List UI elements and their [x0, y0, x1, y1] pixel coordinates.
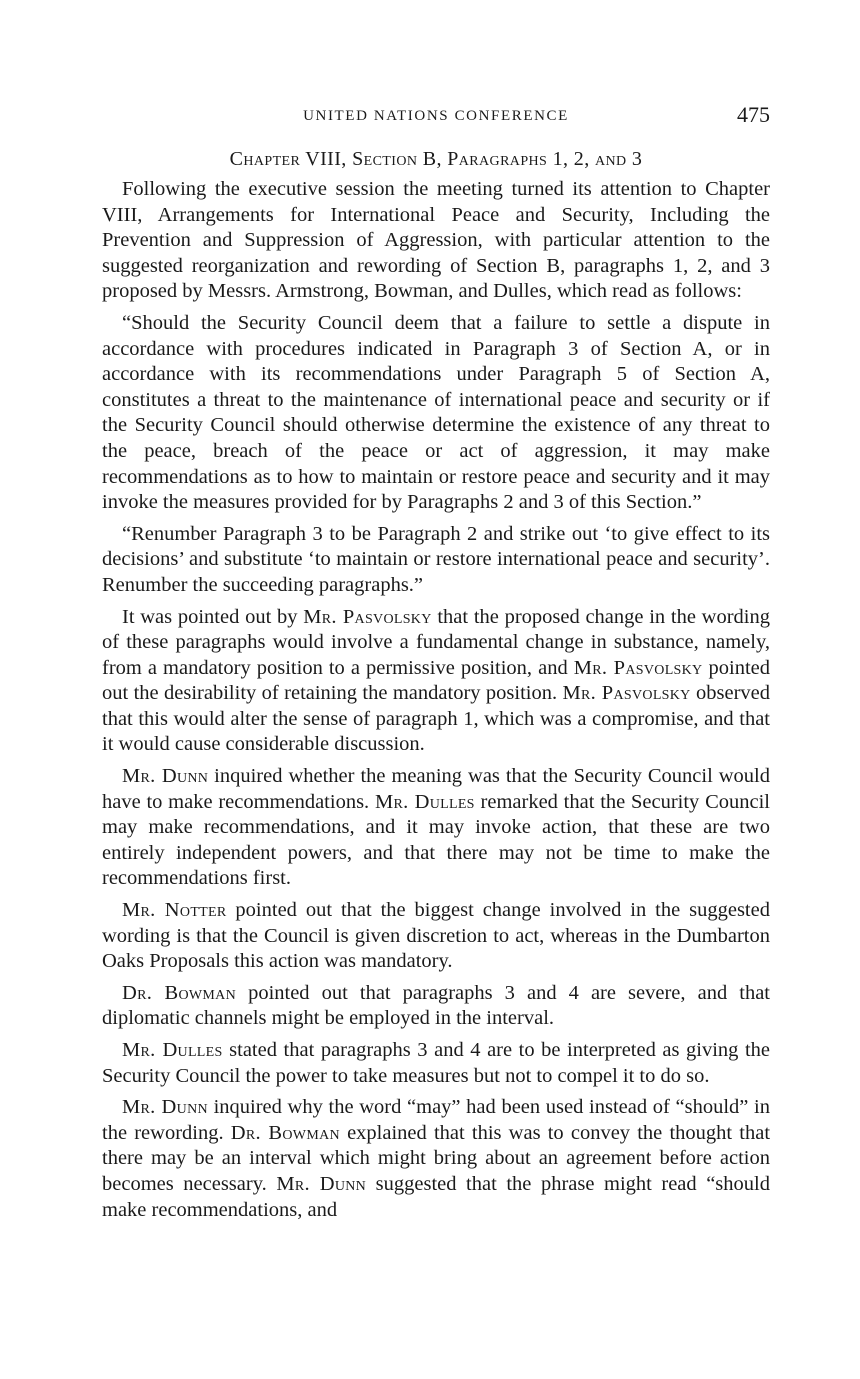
text-run: explained that this was to convey the thought that there may be an interval which might bring about an agreement before action becomes necessary. — [102, 1121, 771, 1195]
text-run: It was pointed out by — [122, 605, 304, 628]
text-run: that the proposed change in the wording of these paragraphs would involve a fundamental change in substance, namely, from a mandatory position to a permissive position, and — [102, 605, 770, 679]
text-run: pointed out that paragraphs 3 and 4 are severe, and that diplomatic channels might be employed in the interval. — [102, 981, 770, 1030]
paragraph-notter — [102, 898, 770, 975]
text-run: pointed out the desirability of retaining the mandatory position. — [102, 656, 771, 705]
text-run: stated that paragraphs 3 and 4 are to be interpreted as giving the Security Council the power to take measures but not to compel it to do so. — [102, 1039, 771, 1087]
section-heading: Chapter VIII, Section B, Paragraphs 1, 2, and 3 — [229, 148, 643, 170]
speaker-name: Mr. Dunn — [122, 1096, 208, 1119]
speaker-name: Mr. Pasvolsky — [303, 605, 432, 628]
speaker-name: Mr. Dulles — [374, 790, 475, 813]
text-run: inquired why the word “may” had been used instead of “should” in the rewording. — [102, 1096, 771, 1144]
text-run: remarked that the Security Council may make recommendations, and it may invoke action, that these are two entirely independent powers, and that there may not be time to make the recommendations first. — [102, 790, 770, 890]
speaker-name: Mr. Dunn — [122, 765, 209, 788]
speaker-name: Dr. Bowman — [230, 1121, 340, 1144]
paragraph-dunn-bowman — [102, 1095, 770, 1223]
paragraph-intro: Following the executive session the meeting turned its attention to Chapter VIII, Arrangements for International Peace and Security, Including the Prevention and Suppression of Aggression, with particular attention to the suggested reorganization and rewording of Section B, paragraphs 1, 2, and 3 proposed by Messrs. Armstrong, Bowman, and Dulles, which read as follows: — [102, 178, 770, 303]
paragraph-bowman — [102, 981, 770, 1032]
speaker-name: Mr. Dunn — [276, 1172, 367, 1195]
speaker-name: Dr. Bowman — [122, 981, 236, 1004]
text-run: observed that this would alter the sense of paragraph 1, which was a compromise, and that it would cause considerable discussion. — [102, 682, 770, 756]
speaker-name: Mr. Pasvolsky — [573, 656, 703, 679]
document-page — [102, 98, 770, 1229]
speaker-name: Mr. Pasvolsky — [562, 682, 691, 705]
speaker-name: Mr. Dulles — [122, 1039, 223, 1061]
paragraph-quoted-proposal: “Should the Security Council deem that a failure to settle a dispute in accordance with procedures indicated in Paragraph 3 of Section A, or in accordance with its recommendations under Paragraph 5 of Section A, constitutes a threat to the maintenance of international peace and security or if the Security Council should otherwise determine the existence of any threat to the peace, breach of the peace or act of aggression, it may make recommendations as to how to maintain or restore peace and security and it may invoke the measures provided for by Paragraphs 2 and 3 of this Section.” — [102, 311, 770, 514]
paragraph-pasvolsky — [102, 605, 770, 759]
running-title: UNITED NATIONS CONFERENCE — [303, 108, 569, 124]
running-header — [102, 98, 770, 138]
paragraph-dunn-dulles — [102, 764, 770, 892]
text-run: suggested that the phrase might read “should make recommendations, and — [102, 1172, 770, 1221]
speaker-name: Mr. Notter — [122, 899, 227, 922]
page-number: 475 — [737, 102, 770, 127]
paragraph-dulles — [102, 1038, 770, 1089]
text-run: pointed out that the biggest change involved in the suggested wording is that the Council is given discretion to act, whereas in the Dumbarton Oaks Proposals this action was mandatory. — [102, 899, 770, 973]
text-run: inquired whether the meaning was that the Security Council would have to make recommendations. — [102, 765, 770, 813]
paragraph-renumber-instruction: “Renumber Paragraph 3 to be Paragraph 2 and strike out ‘to give effect to its decisions’ and substitute ‘to maintain or restore international peace and security’. Renumber the succeeding paragraphs.” — [102, 522, 770, 596]
